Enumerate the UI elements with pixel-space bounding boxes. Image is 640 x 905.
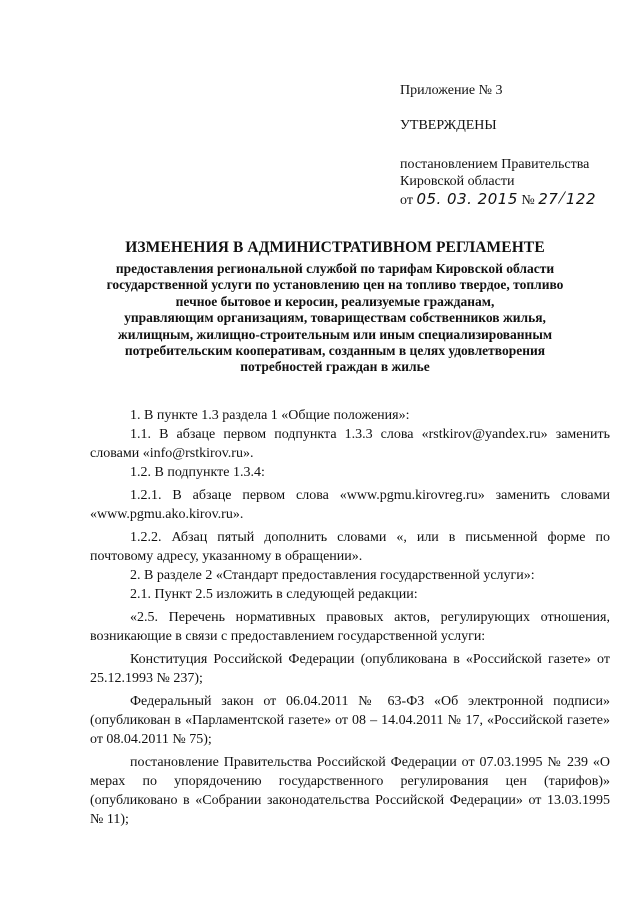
paragraph: Федеральный закон от 06.04.2011 № 63-ФЗ «Об электронной подписи» (опубликован в «Парламентской газете» от 08 – 14.04.2011 № 17, «Российской газете» от 08.04.2011 № 75); bbox=[90, 694, 610, 747]
decree-line-1: постановлением Правительства bbox=[400, 157, 590, 172]
paragraph: 2. В разделе 2 «Стандарт предоставления государственной услуги»: bbox=[130, 568, 535, 583]
subtitle-line: печное бытовое и керосин, реализуемые гражданам, bbox=[175, 293, 495, 309]
paragraph: 1.2.1. В абзаце первом слова «www.pgmu.kirovreg.ru» заменить словами «www.pgmu.ako.kirov.ru». bbox=[90, 488, 610, 522]
paragraph: 2.1. Пункт 2.5 изложить в следующей редакции: bbox=[130, 587, 418, 602]
subtitle-line: потребительским кооперативам, созданным в целях удовлетворения bbox=[124, 343, 546, 359]
date-prefix: от bbox=[400, 193, 413, 208]
handwritten-date: 05. 03. 2015 bbox=[416, 190, 518, 208]
subtitle-line: предоставления региональной службой по тарифам Кировской области bbox=[115, 261, 555, 276]
paragraph: Конституция Российской Федерации (опубликована в «Российской газете» от 25.12.1993 № 237); bbox=[90, 652, 610, 686]
decree-line-2: Кировской области bbox=[400, 174, 515, 189]
paragraph: 1.1. В абзаце первом подпункта 1.3.3 слова «rstkirov@yandex.ru» заменить словами «info@rstkirov.ru». bbox=[90, 427, 610, 461]
approval-block bbox=[400, 82, 635, 209]
approved-label: УТВЕРЖДЕНЫ bbox=[400, 118, 497, 133]
document-title: ИЗМЕНЕНИЯ В АДМИНИСТРАТИВНОМ РЕГЛАМЕНТЕ bbox=[125, 239, 545, 256]
handwritten-number-b: 122 bbox=[565, 190, 597, 208]
paragraph: 1.2. В подпункте 1.3.4: bbox=[130, 465, 265, 480]
handwritten-number-a: 27 bbox=[538, 190, 559, 208]
handwritten-slash-icon: / bbox=[557, 186, 568, 210]
subtitle-line: государственной услуги по установлению цен на топливо твердое, топливо bbox=[106, 277, 564, 293]
subtitle-line: потребностей граждан в жилье bbox=[240, 359, 430, 375]
appendix-label: Приложение № 3 bbox=[400, 83, 503, 98]
number-prefix: № bbox=[521, 193, 535, 208]
paragraph: 1. В пункте 1.3 раздела 1 «Общие положения»: bbox=[130, 408, 410, 423]
document-body bbox=[90, 406, 610, 829]
document-subtitle bbox=[60, 261, 610, 376]
decree-date-number bbox=[400, 186, 635, 210]
paragraph: постановление Правительства Российской Федерации от 07.03.1995 № 239 «О мерах по упорядочению государственного регулирования цен (тарифов)» (опубликовано в «Собрании законодательства Российской Федерации» от 13.03.1995 № 11); bbox=[90, 755, 610, 827]
paragraph: 1.2.2. Абзац пятый дополнить словами «, или в письменной форме по почтовому адресу, указанному в обращении». bbox=[90, 530, 610, 564]
paragraph: «2.5. Перечень нормативных правовых актов, регулирующих отношения, возникающие в связи с предоставлением государственной услуги: bbox=[90, 610, 610, 644]
subtitle-line: управляющим организациям, товариществам собственников жилья, bbox=[124, 310, 546, 326]
title-block bbox=[60, 239, 610, 376]
subtitle-line: жилищным, жилищно-строительным или иным специализированным bbox=[117, 326, 553, 342]
